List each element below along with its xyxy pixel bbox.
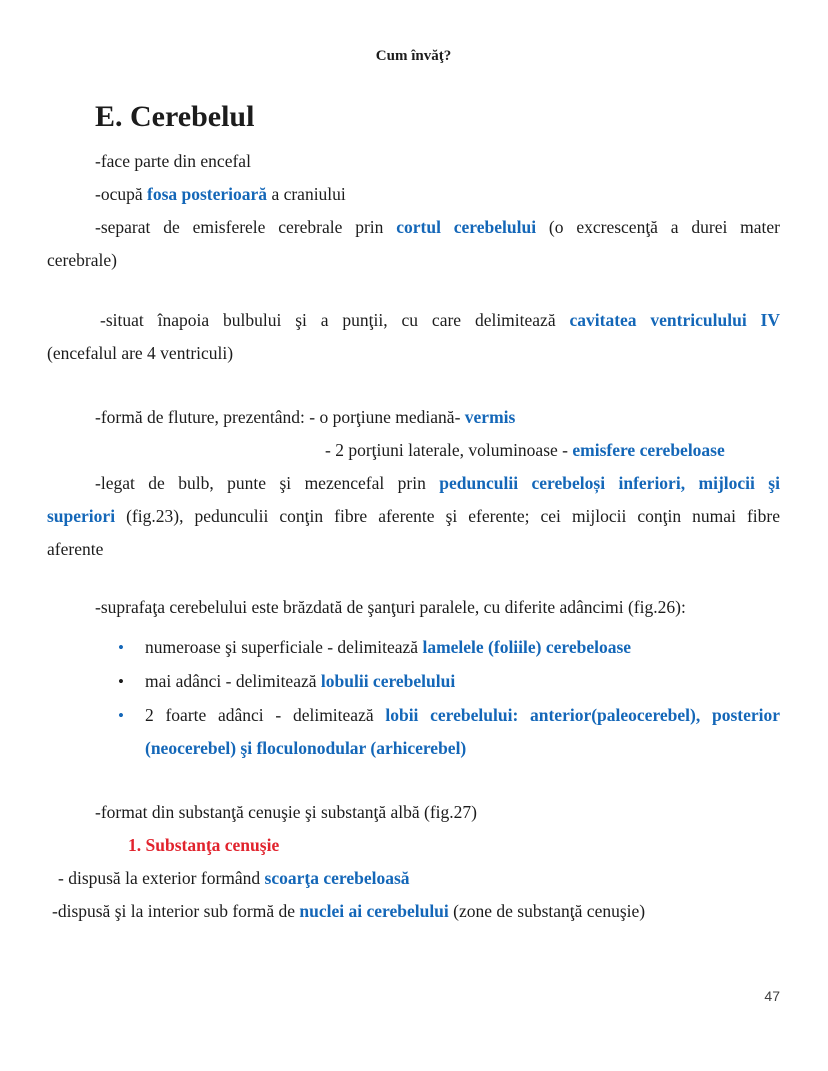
text-run: (o excrescenţă a durei mater: [536, 217, 781, 237]
bullet-icon: •: [118, 672, 124, 691]
bullet-text-line1: [145, 699, 780, 732]
paragraph-situat-line2: [47, 337, 780, 370]
term-superiori: superiori: [47, 506, 116, 526]
term-emisfere-cerebeloase: emisfere cerebeloase: [572, 440, 725, 460]
text-run: (fig.23), pedunculii conţin fibre aferente şi eferente; cei mijlocii conţin numai fibre: [115, 506, 780, 526]
paragraph-face-parte: [47, 145, 780, 178]
term-neocerebel-arhicerebel: (neocerebel) şi floculonodular (arhicerebel): [145, 738, 467, 758]
term-lobulii-cerebelului: lobulii cerebelului: [320, 671, 456, 691]
text-run: -dispusă şi la interior sub formă de: [52, 901, 300, 921]
paragraph-separat-line2: [47, 244, 780, 277]
bullet-item-lobulii: [47, 665, 780, 698]
text-run: cerebrale): [47, 250, 117, 270]
bullet-text: [145, 665, 780, 698]
section-title: E. Cerebelul: [95, 100, 255, 133]
text-run: -suprafaţa cerebelului este brăzdată de şanţuri paralele, cu diferite adâncimi (fig.26):: [95, 597, 686, 617]
paragraph-dispusa-exterior: [47, 862, 780, 895]
term-scoarta-cerebeloasa: scoarţa cerebeloasă: [264, 868, 410, 888]
term-lamelele-cerebeloase: lamelele (foliile) cerebeloase: [422, 637, 632, 657]
text-run: -separat de emisferele cerebrale prin: [95, 217, 397, 237]
text-run: aferente: [47, 539, 104, 559]
bullet-text: [145, 631, 780, 664]
bullet-list: [47, 631, 780, 765]
paragraph-separat-line1: [47, 211, 780, 244]
term-fosa-posterioara: fosa posterioară: [147, 184, 268, 204]
text-run: -situat înapoia bulbului şi a punţii, cu care delimitează: [100, 310, 570, 330]
text-run: 2 foarte adânci - delimitează: [145, 705, 386, 725]
paragraph-dispusa-interior: [47, 895, 780, 928]
paragraph-suprafata: [47, 591, 780, 624]
paragraph-situat-line1: [47, 304, 780, 337]
text-run: -formă de fluture, prezentând: - o porţiune mediană-: [95, 407, 465, 427]
term-pedunculii-cerebelosi: pedunculii cerebeloși inferiori, mijlocii şi: [439, 473, 780, 493]
text-run: - dispusă la exterior formând: [58, 868, 265, 888]
text-run: (zone de substanţă cenuşie): [448, 901, 646, 921]
paragraph-legat-line3: [47, 533, 780, 566]
term-vermis: vermis: [464, 407, 516, 427]
bullet-icon: •: [118, 706, 124, 725]
bullet-text-line2: [145, 732, 780, 765]
paragraph-ocupa: [47, 178, 780, 211]
text-run: -ocupă: [95, 184, 147, 204]
term-cortul-cerebelului: cortul cerebelului: [396, 217, 537, 237]
paragraph-forma: [47, 401, 780, 434]
text-run: (encefalul are 4 ventriculi): [47, 343, 234, 363]
text-run: -legat de bulb, punte şi mezencefal prin: [95, 473, 440, 493]
paragraph-legat-line2: [47, 500, 780, 533]
text-run: a craniului: [267, 184, 346, 204]
text-run: numeroase şi superficiale - delimitează: [145, 637, 423, 657]
term-nuclei-ai-cerebelului: nuclei ai cerebelului: [299, 901, 449, 921]
page-number: 47: [764, 988, 780, 1004]
text-run: mai adânci - delimitează: [145, 671, 321, 691]
paragraph-legat-line1: [47, 467, 780, 500]
bullet-icon: •: [118, 638, 124, 657]
text-run: - 2 porţiuni laterale, voluminoase -: [325, 440, 573, 460]
paragraph-portiuni-laterale: [47, 434, 780, 467]
term-lobii-cerebelului: lobii cerebelului: anterior(paleocerebel), posterior: [385, 705, 780, 725]
text-run: 1. Substanţa cenuşie: [128, 835, 280, 855]
heading-substanta-cenusie: [47, 829, 780, 862]
paragraph-format: [47, 796, 780, 829]
running-header: Cum învăţ?: [375, 48, 452, 64]
bullet-item-lamelele: [47, 631, 780, 664]
bullet-item-lobii: [47, 699, 780, 765]
text-run: -format din substanţă cenuşie şi substanţă albă (fig.27): [95, 802, 477, 822]
text-run: -face parte din encefal: [95, 151, 251, 171]
term-cavitatea-ventriculului: cavitatea ventriculului IV: [569, 310, 781, 330]
